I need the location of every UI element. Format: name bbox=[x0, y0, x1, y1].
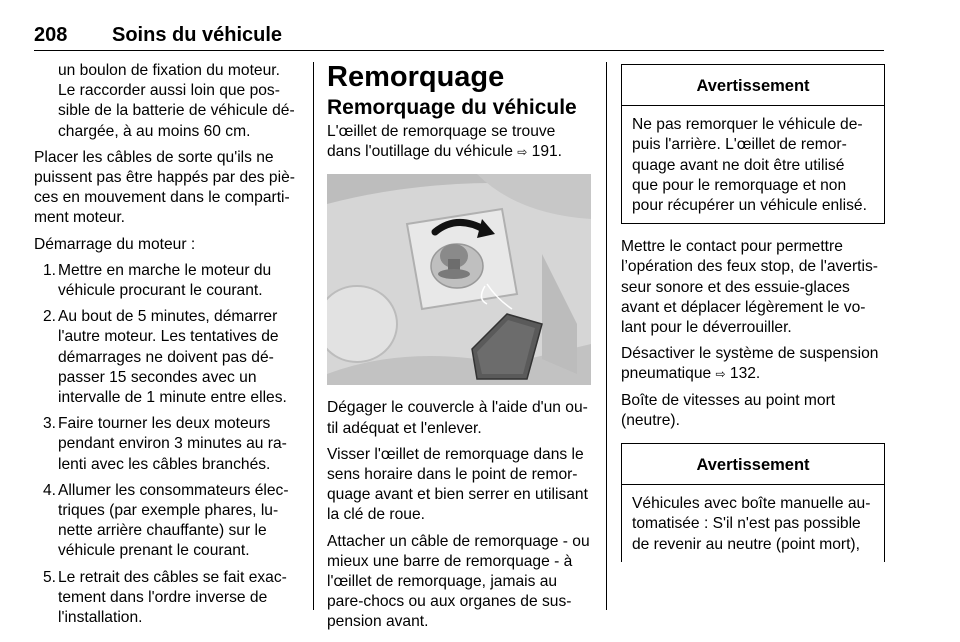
column-3 bbox=[621, 64, 885, 562]
towing-eye-illustration bbox=[327, 174, 591, 385]
column-divider bbox=[606, 62, 607, 610]
paragraph: Attacher un câble de remorquage - ou mieux une barre de remorquage - à l'œillet de remorquage, jamais au pare-chocs ou aux organes de sus- pension avant. bbox=[327, 532, 590, 631]
warning-title: Avertissement bbox=[622, 444, 884, 485]
warning-body: Véhicules avec boîte manuelle au- tomatisée : S'il n'est pas possible de revenir au neutre (point mort), bbox=[632, 495, 871, 553]
warning-body: Ne pas remorquer le véhicule de- puis l'arrière. L'œillet de remor- quage avant ne doit être utilisé que pour le remorquage et non pour récupérer un véhicule enlisé. bbox=[632, 116, 867, 215]
page-reference[interactable]: 132. bbox=[729, 365, 761, 383]
list-item: 3. Faire tourner les deux moteurs pendant environ 3 minutes au ra- lenti avec les câbles branchés. bbox=[43, 415, 287, 473]
paragraph: Dégager le couvercle à l'aide d'un ou- til adéquat et l'enlever. bbox=[327, 399, 588, 437]
list-item: 1. Mettre en marche le moteur du véhicule procurant le courant. bbox=[43, 261, 272, 300]
page-reference-arrow-icon: ⇨ bbox=[715, 367, 726, 382]
column-1 bbox=[34, 61, 300, 628]
page-title: Soins du véhicule bbox=[112, 24, 283, 46]
list-item: 2. Au bout de 5 minutes, démarrer l'autre moteur. Les tentatives de démarrages ne doivent pas dé- passer 15 secondes avec un intervalle de 1 minute entre elles. bbox=[43, 308, 287, 407]
section-heading: Remorquage bbox=[327, 61, 505, 93]
warning-box bbox=[621, 443, 885, 562]
towing-eye-illustration-svg bbox=[327, 174, 591, 385]
subsection-heading: Remorquage du véhicule bbox=[327, 96, 577, 119]
paragraph: L'œillet de remorquage se trouve dans l'outillage du véhicule ⇨ 191. bbox=[327, 122, 593, 162]
continued-text: un boulon de fixation du moteur. Le raccorder aussi loin que pos- sible de la batterie de véhicule dé- chargée, à au moins 60 cm. bbox=[58, 62, 295, 140]
paragraph: Placer les câbles de sorte qu'ils ne puissent pas être happés par des piè- ces en mouvement dans le comparti- ment moteur. bbox=[34, 148, 295, 227]
list-item: 5. Le retrait des câbles se fait exac- tement dans l'ordre inverse de l'installation. bbox=[43, 568, 287, 627]
list-item: 4. Allumer les consommateurs élec- triques (par exemple phares, lu- nette arrière chauffante) sur le véhicule prenant le courant. bbox=[43, 481, 289, 560]
page-reference-arrow-icon: ⇨ bbox=[517, 145, 528, 160]
paragraph: Mettre le contact pour permettre l’opération des feux stop, de l'avertis- seur sonore et des essuie-glaces avant et déplacer légèrement le vo- lant pour le déverrouiller. bbox=[621, 238, 878, 337]
warning-title: Avertissement bbox=[622, 65, 884, 106]
paragraph: Boîte de vitesses au point mort (neutre). bbox=[621, 391, 836, 429]
column-divider bbox=[313, 62, 314, 610]
paragraph: Visser l'œillet de remorquage dans le sens horaire dans le point de remor- quage avant et bien serrer en utilisant la clé de roue. bbox=[327, 445, 588, 524]
paragraph: Désactiver le système de suspension pneumatique ⇨ 132. bbox=[621, 344, 885, 384]
page-header bbox=[34, 24, 884, 51]
page-number: 208 bbox=[34, 24, 68, 46]
warning-box bbox=[621, 64, 885, 224]
paragraph: Démarrage du moteur : bbox=[34, 235, 196, 253]
page-reference[interactable]: 191. bbox=[531, 143, 562, 161]
column-2 bbox=[327, 61, 593, 633]
